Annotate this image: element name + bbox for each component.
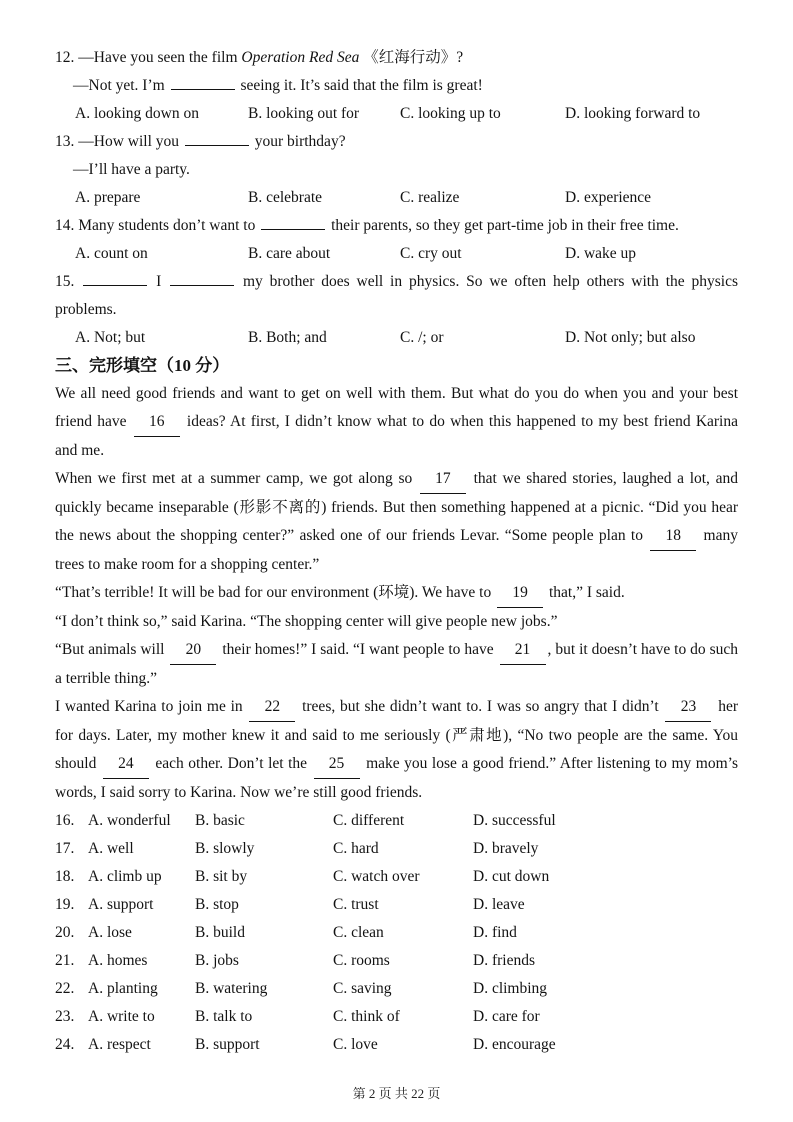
passage-paragraph [55,380,738,465]
numbered-blank: 16 [134,408,180,437]
question-number: 19. [55,896,75,913]
option-cell: D. find [473,924,517,941]
passage-paragraph [55,636,738,693]
text-run: trees, but she didn’t want to. I was so angry that I didn’t [297,698,664,715]
text-run: make you lose a good friend.” After listening to my mom’s words, I said sorry to Karina. Now we’re still good friends. [55,755,738,801]
option-cell: C. saving [333,980,392,997]
option-cell: C. rooms [333,952,390,969]
text-run: each other. Don’t let the [150,755,312,772]
answer-blank [170,270,234,287]
numbered-blank: 19 [497,579,543,608]
text-run: my brother does well in physics. So we often help others with the physics problems. [55,273,738,318]
text-run: many trees to make room for a shopping center.” [55,527,738,573]
options-grid-row [55,807,738,835]
question-line [55,268,738,324]
option-cell: D. cut down [473,868,550,885]
option-cell: A. respect [88,1036,151,1053]
option-cell: D. looking forward to [565,105,701,122]
options-row [55,324,738,352]
text-run: their homes!” I said. “I want people to have [218,641,498,658]
text-run: that we shared stories, laughed a lot, and quickly became inseparable (形影不离的) friends. But then something happened at a picnic. “Did you hear the news about the shopping center?” asked one of our friends Levar. “Some people plan to [55,470,738,544]
options-grid-row [55,947,738,975]
option-cell: A. climb up [88,868,162,885]
question-line [55,128,738,156]
text-run: When we first met at a summer camp, we got along so [55,470,418,487]
option-cell: B. jobs [195,952,239,969]
text-run: 15. [55,273,82,290]
numbered-blank: 22 [249,693,295,722]
option-cell: C. trust [333,896,379,913]
answer-blank [83,270,147,287]
option-cell: A. prepare [75,189,141,206]
option-cell: A. planting [88,980,158,997]
option-cell: D. Not only; but also [565,329,696,346]
question-number: 18. [55,868,75,885]
options-grid-row [55,975,738,1003]
answer-blank [171,74,235,91]
question-number: 17. [55,840,75,857]
option-cell: D. care for [473,1008,540,1025]
options-grid-row [55,1003,738,1031]
text-run: 三、完形填空（10 分） [55,356,230,375]
text-run: “That’s terrible! It will be bad for our environment (环境). We have to [55,584,496,601]
question-number: 22. [55,980,75,997]
options-grid-row [55,919,738,947]
option-cell: D. leave [473,896,525,913]
option-cell: A. support [88,896,154,913]
numbered-blank: 17 [420,465,466,494]
question-number: 24. [55,1036,75,1053]
option-cell: A. looking down on [75,105,199,122]
option-cell: C. realize [400,189,460,206]
dialogue-line [55,72,738,100]
option-cell: D. successful [473,812,556,829]
option-cell: C. cry out [400,245,462,262]
options-row [55,100,738,128]
option-cell: C. think of [333,1008,400,1025]
option-cell: A. well [88,840,134,857]
option-cell: B. support [195,1036,260,1053]
question-number: 20. [55,924,75,941]
option-cell: C. hard [333,840,379,857]
option-cell: A. write to [88,1008,155,1025]
text-run: their parents, so they get part-time job in their free time. [327,217,679,234]
option-cell: B. watering [195,980,268,997]
option-cell: C. different [333,812,405,829]
options-grid-row [55,863,738,891]
question-line [55,212,738,240]
numbered-blank: 18 [650,522,696,551]
text-run: I [149,273,169,290]
options-grid-row [55,891,738,919]
option-cell: B. talk to [195,1008,253,1025]
text-run: “I don’t think so,” said Karina. “The shopping center will give people new jobs.” [55,613,558,630]
text-run: 13. —How will you [55,133,183,150]
option-cell: A. count on [75,245,148,262]
option-cell: B. celebrate [248,189,323,206]
option-cell: B. stop [195,896,239,913]
question-number: 23. [55,1008,75,1025]
option-cell: D. encourage [473,1036,556,1053]
numbered-blank: 21 [500,636,546,665]
dialogue-line [55,156,738,184]
text-run: seeing it. It’s said that the film is great! [236,77,483,94]
option-cell: C. /; or [400,329,444,346]
option-cell: C. looking up to [400,105,501,122]
option-cell: D. bravely [473,840,539,857]
options-row [55,240,738,268]
text-run: —Not yet. I’m [73,77,169,94]
question-number: 16. [55,812,75,829]
question-line [55,44,738,72]
option-cell: D. wake up [565,245,637,262]
option-cell: D. experience [565,189,652,206]
passage-paragraph [55,465,738,579]
page-number: 第 2 页 共 22 页 [352,1086,441,1101]
text-run: —I’ll have a party. [73,161,190,178]
text-run: her for days. Later, my mother knew it and said to me seriously (严肃地), “No two people are the same. You should [55,698,738,772]
film-title-italic: Operation Red Sea [241,49,360,66]
passage-paragraph [55,693,738,807]
options-grid-row [55,835,738,863]
section-heading [55,352,738,380]
text-run: “But animals will [55,641,169,658]
numbered-blank: 23 [665,693,711,722]
passage-paragraph [55,579,738,608]
numbered-blank: 25 [314,750,360,779]
text-run: We all need good friends and want to get on well with them. But what do you do when you and your best friend have [55,385,738,430]
option-cell: B. looking out for [248,105,360,122]
text-run: that,” I said. [545,584,625,601]
text-run: ideas? At first, I didn’t know what to do when this happened to my best friend Karina and me. [55,413,738,459]
text-run: I wanted Karina to join me in [55,698,248,715]
numbered-blank: 24 [103,750,149,779]
text-run: 14. Many students don’t want to [55,217,260,234]
option-cell: B. slowly [195,840,255,857]
option-cell: B. build [195,924,245,941]
option-cell: C. clean [333,924,384,941]
passage-paragraph [55,608,738,636]
text-run: your birthday? [250,133,346,150]
options-row [55,184,738,212]
option-cell: B. Both; and [248,329,327,346]
text-run: , but it doesn’t have to do such a terrible thing.” [55,641,738,687]
option-cell: A. wonderful [88,812,171,829]
numbered-blank: 20 [170,636,216,665]
option-cell: B. care about [248,245,331,262]
option-cell: A. homes [88,952,148,969]
text-run: 《红海行动》? [359,49,464,66]
option-cell: C. love [333,1036,378,1053]
question-number: 21. [55,952,75,969]
answer-blank [185,130,249,147]
option-cell: A. lose [88,924,132,941]
option-cell: D. friends [473,952,535,969]
option-cell: B. sit by [195,868,248,885]
option-cell: A. Not; but [75,329,146,346]
answer-blank [261,214,325,231]
option-cell: C. watch over [333,868,420,885]
options-grid-row [55,1031,738,1059]
option-cell: B. basic [195,812,245,829]
text-run: 12. —Have you seen the film [55,49,242,66]
option-cell: D. climbing [473,980,548,997]
page-footer [0,1083,793,1102]
